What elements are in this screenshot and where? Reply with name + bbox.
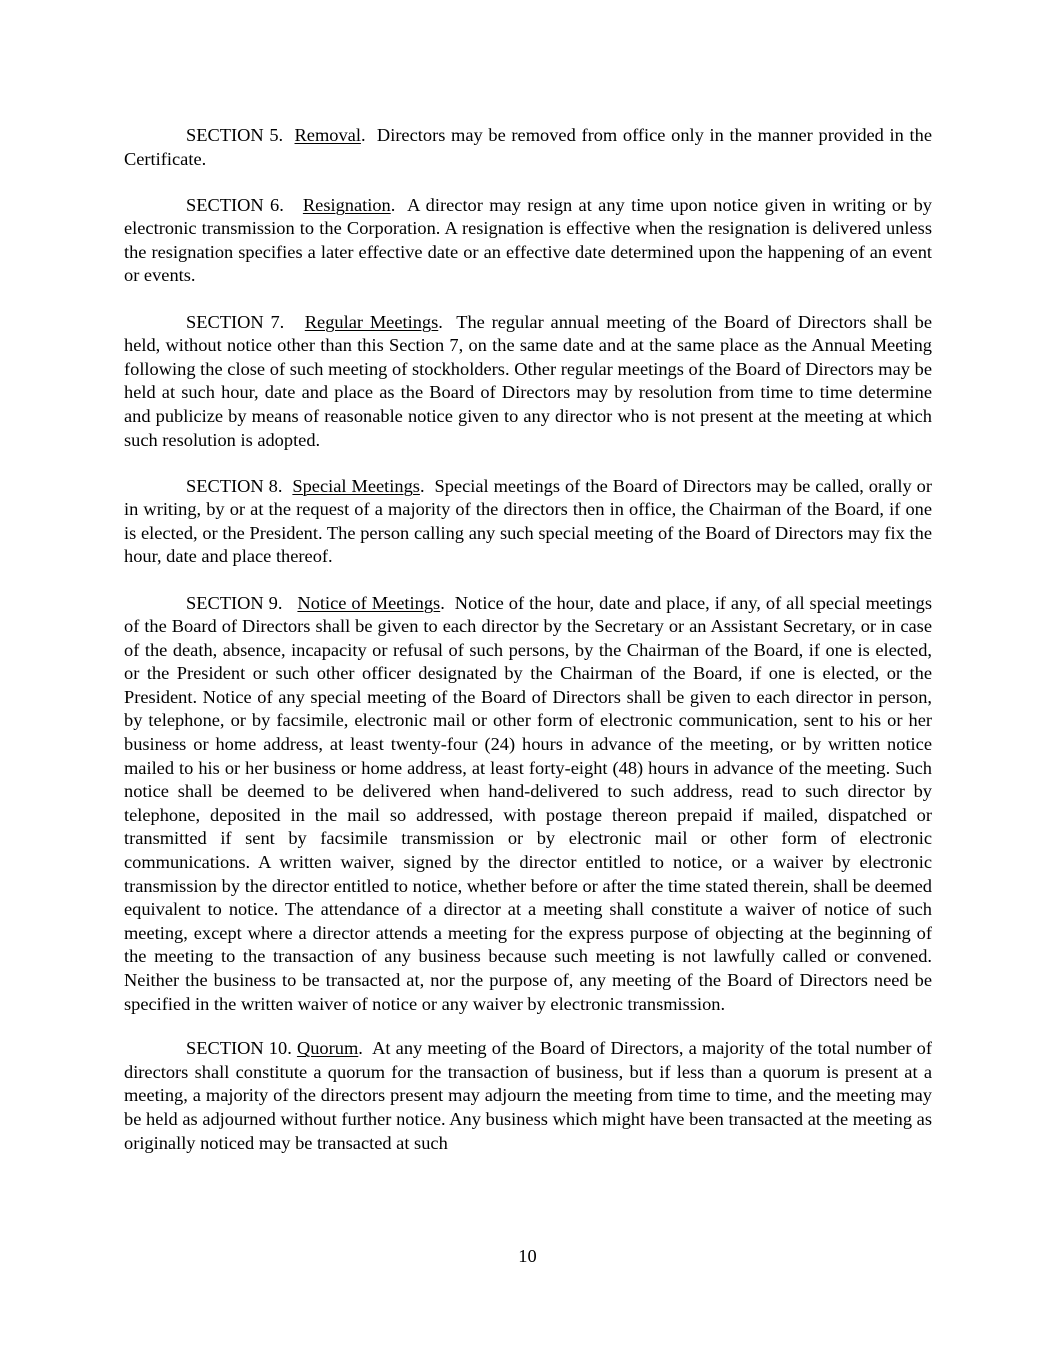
- section-label: SECTION 8.: [186, 475, 283, 496]
- document-page: [124, 124, 932, 1178]
- section-9: SECTION 9. Notice of Meetings. Notice of the hour, date and place, if any, of all special meetings of the Board of Directors shall be given to each director by the Secretary or an Assistant Secretary, or in case of the death, absence, incapacity or refusal of such persons, by the Chairman of the Board, if one is elected, or the President or such other officer designated by the Chairman of the Board, if one is elected, or the President. Notice of any special meeting of the Board of Directors shall be given to each director in person, by telephone, or by facsimile, electronic mail or other form of electronic communication, sent to his or her business or home address, at least twenty-four (24) hours in advance of the meeting, or by written notice mailed to his or her business or home address, at least forty-eight (48) hours in advance of the meeting. Such notice shall be deemed to be delivered when hand-delivered to such address, read to such director by telephone, deposited in the mail so addressed, with postage thereon prepaid if mailed, dispatched or transmitted if sent by facsimile transmission or by electronic mail or other form of electronic communications. A written waiver, signed by the director entitled to notice, or a waiver by electronic transmission by the director entitled to notice, whether before or after the time stated therein, shall be deemed equivalent to notice. The attendance of a director at a meeting shall constitute a waiver of notice of such meeting, except where a director attends a meeting for the express purpose of objecting at the beginning of the meeting to the transaction of any business because such meeting is not lawfully called or convened. Neither the business to be transacted at, nor the purpose of, any meeting of the Board of Directors need be specified in the written waiver of notice or any waiver by electronic transmission.: [124, 592, 933, 1014]
- section-label: SECTION 5.: [186, 125, 284, 145]
- section-label: SECTION 9.: [186, 592, 283, 613]
- section-heading: Removal: [294, 125, 361, 145]
- section-10: SECTION 10. Quorum. At any meeting of the Board of Directors, a majority of the total number of directors shall constitute a quorum for the transaction of business, but if less than a quorum is present at a meeting, a majority of the directors present may adjourn the meeting from time to time, and the meeting may be held as adjourned without further notice. Any business which might have been transacted at the meeting as originally noticed may be transacted at such: [124, 1038, 932, 1153]
- section-8: SECTION 8. Special Meetings. Special meetings of the Board of Directors may be called, orally or in writing, by or at the request of a majority of the directors then in office, the Chairman of the Board, if one is elected, or the President. The person calling any such special meeting of the Board of Directors may fix the hour, date and place thereof.: [124, 475, 932, 567]
- section-text: Directors may be removed from office only in the manner provided in the Certificate.: [124, 125, 933, 169]
- section-text: At any meeting of the Board of Directors, a majority of the total number of directors shall constitute a quorum for the transaction of business, but if less than a quorum is present at a meeting, a majority of the directors present may adjourn the meeting from time to time, and the meeting may be held as adjourned without further notice. Any business which might have been transacted at the meeting as originally noticed may be transacted at such: [124, 1038, 932, 1153]
- section-heading: Quorum: [296, 1038, 359, 1059]
- section-text: Special meetings of the Board of Directors may be called, orally or in writing, by or at the request of a majority of the directors then in office, the Chairman of the Board, if one is elected, or the President. The person calling any such special meeting of the Board of Directors may fix the hour, date and place thereof.: [124, 475, 932, 567]
- section-heading: Regular Meetings: [304, 311, 439, 332]
- section-heading: Notice of Meetings: [297, 592, 441, 613]
- section-heading: Special Meetings: [292, 475, 420, 496]
- section-label: SECTION 7.: [186, 311, 285, 332]
- section-text: The regular annual meeting of the Board of Directors shall be held, without notice other than this Section 7, on the same date and at the same place as the Annual Meeting following the close of such meeting of stockholders. Other regular meetings of the Board of Directors may be held at such hour, date and place as the Board of Directors may by resolution from time to time determine and publicize by means of reasonable notice given to any director who is not present at the meeting at which such resolution is adopted.: [124, 311, 933, 450]
- section-7: SECTION 7. Regular Meetings. The regular annual meeting of the Board of Directors shall be held, without notice other than this Section 7, on the same date and at the same place as the Annual Meeting following the close of such meeting of stockholders. Other regular meetings of the Board of Directors may be held at such hour, date and place as the Board of Directors may by resolution from time to time determine and publicize by means of reasonable notice given to any director who is not present at the meeting at which such resolution is adopted.: [124, 311, 933, 450]
- section-text: A director may resign at any time upon notice given in writing or by electronic transmission to the Corporation. A resignation is effective when the resignation is delivered unless the resignation specifies a later effective date or an effective date determined upon the happening of an event or events.: [124, 194, 933, 286]
- section-label: SECTION 10.: [186, 1038, 292, 1059]
- section-label: SECTION 6.: [186, 194, 284, 215]
- section-6: SECTION 6. Resignation. A director may resign at any time upon notice given in writing or by electronic transmission to the Corporation. A resignation is effective when the resignation is delivered unless the resignation specifies a later effective date or an effective date determined upon the happening of an event or events.: [124, 194, 933, 286]
- section-text: Notice of the hour, date and place, if any, of all special meetings of the Board of Directors shall be given to each director by the Secretary or an Assistant Secretary, or in case of the death, absence, incapacity or refusal of such persons, by the Chairman of the Board, if one is elected, or the President or such other officer designated by the Chairman of the Board, if one is elected, or the President. Notice of any special meeting of the Board of Directors shall be given to each director in person, by telephone, or by facsimile, electronic mail or other form of electronic communication, sent to his or her business or home address, at least twenty-four (24) hours in advance of the meeting, or by written notice mailed to his or her business or home address, at least forty-eight (48) hours in advance of the meeting. Such notice shall be deemed to be delivered when hand-delivered to such address, read to such director by telephone, deposited in the mail so addressed, with postage thereon prepaid if mailed, dispatched or transmitted if sent by facsimile transmission or by electronic mail or other form of electronic communications. A written waiver, signed by the director entitled to notice, or a waiver by electronic transmission by the director entitled to notice, whether before or after the time stated therein, shall be deemed equivalent to notice. The attendance of a director at a meeting shall constitute a waiver of notice of such meeting, except where a director attends a meeting for the express purpose of objecting at the beginning of the meeting to the transaction of any business because such meeting is not lawfully called or convened. Neither the business to be transacted at, nor the purpose of, any meeting of the Board of Directors need be specified in the written waiver of notice or any waiver by electronic transmission.: [124, 592, 933, 1014]
- section-heading: Resignation: [302, 194, 391, 215]
- page-number: 10: [518, 1246, 537, 1266]
- section-5: SECTION 5. Removal. Directors may be removed from office only in the manner provided in the Certificate.: [124, 125, 933, 169]
